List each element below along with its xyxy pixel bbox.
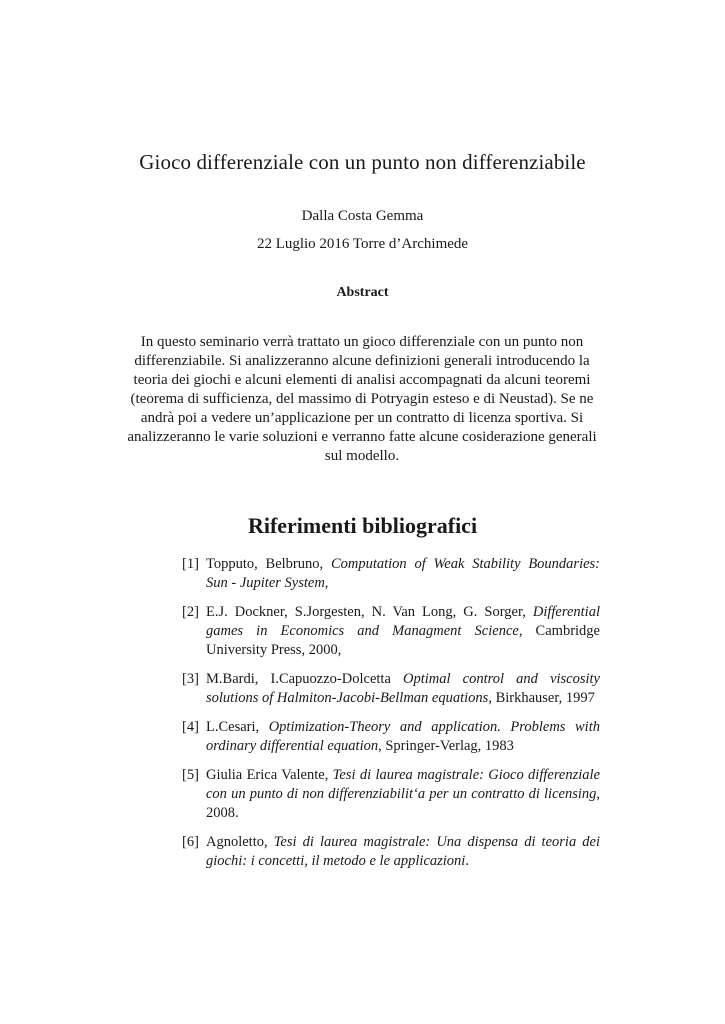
reference-item [182,833,600,871]
reference-authors: M.Bardi, I.Capuozzo-Dolcetta [206,671,404,687]
reference-item [182,718,600,756]
reference-details: , Cambridge University Press, 2000, [206,623,600,658]
reference-number: [3] [182,671,199,687]
reference-authors: Giulia Erica Valente, [206,767,333,783]
reference-authors: Agnoletto, [206,834,274,850]
reference-number: [2] [182,604,199,620]
document-title: Gioco differenziale con un punto non differenziabile [139,150,586,174]
abstract-text: In questo seminario verrà trattato un gioco differenziale con un punto non differenziabile. Si analizzeranno alcune definizioni generali introducendo la teoria dei giochi e alcuni elementi di analisi accompagnati da alcuni teoremi (teorema di sufficienza, del massimo di Potryagin esteso e di Neustad). Se ne andrà poi a vedere un’applicazione per un contratto di licenza sportiva. Si analizzeranno le varie soluzioni e verranno fatte alcune cosiderazione generali sul modello. [127,334,597,464]
references-list [182,555,600,881]
reference-number: [1] [182,556,199,572]
reference-title: Optimal control and viscosity solutions of Halmiton-Jacobi-Bellman equations [206,671,600,706]
reference-authors: L.Cesari, [206,719,269,735]
reference-item [182,670,600,708]
reference-number: [5] [182,767,199,783]
reference-details: . [465,853,469,869]
author-name: Dalla Costa Gemma [301,208,424,224]
reference-title: Computation of Weak Stability Boundaries: Sun - Jupiter System [206,556,601,591]
reference-title: Tesi di laurea magistrale: Gioco differenziale con un punto di non differenziabilit‘a per un contratto di licensing [206,767,601,802]
abstract-heading: Abstract [336,285,389,300]
reference-title: Optimization-Theory and application. Problems with ordinary differential equation [206,719,600,754]
reference-title: Differential games in Economics and Managment Science [206,604,600,639]
reference-item [182,603,600,660]
reference-title: Tesi di laurea magistrale: Una dispensa di teoria dei giochi: i concetti, il metodo e le applicazioni [206,834,600,869]
reference-details: , Springer-Verlag, 1983 [378,738,514,754]
reference-number: [6] [182,834,199,850]
reference-authors: Topputo, Belbruno, [206,556,331,572]
reference-item [182,766,600,823]
reference-authors: E.J. Dockner, S.Jorgesten, N. Van Long, G. Sorger, [206,604,533,620]
reference-details: , [324,575,329,591]
references-heading: Riferimenti bibliografici [247,513,478,538]
date-place: 22 Luglio 2016 Torre d’Archimede [256,236,469,252]
reference-details: , 2008. [206,786,600,821]
reference-item [182,555,600,593]
reference-details: , Birkhauser, 1997 [488,690,595,706]
reference-number: [4] [182,719,199,735]
